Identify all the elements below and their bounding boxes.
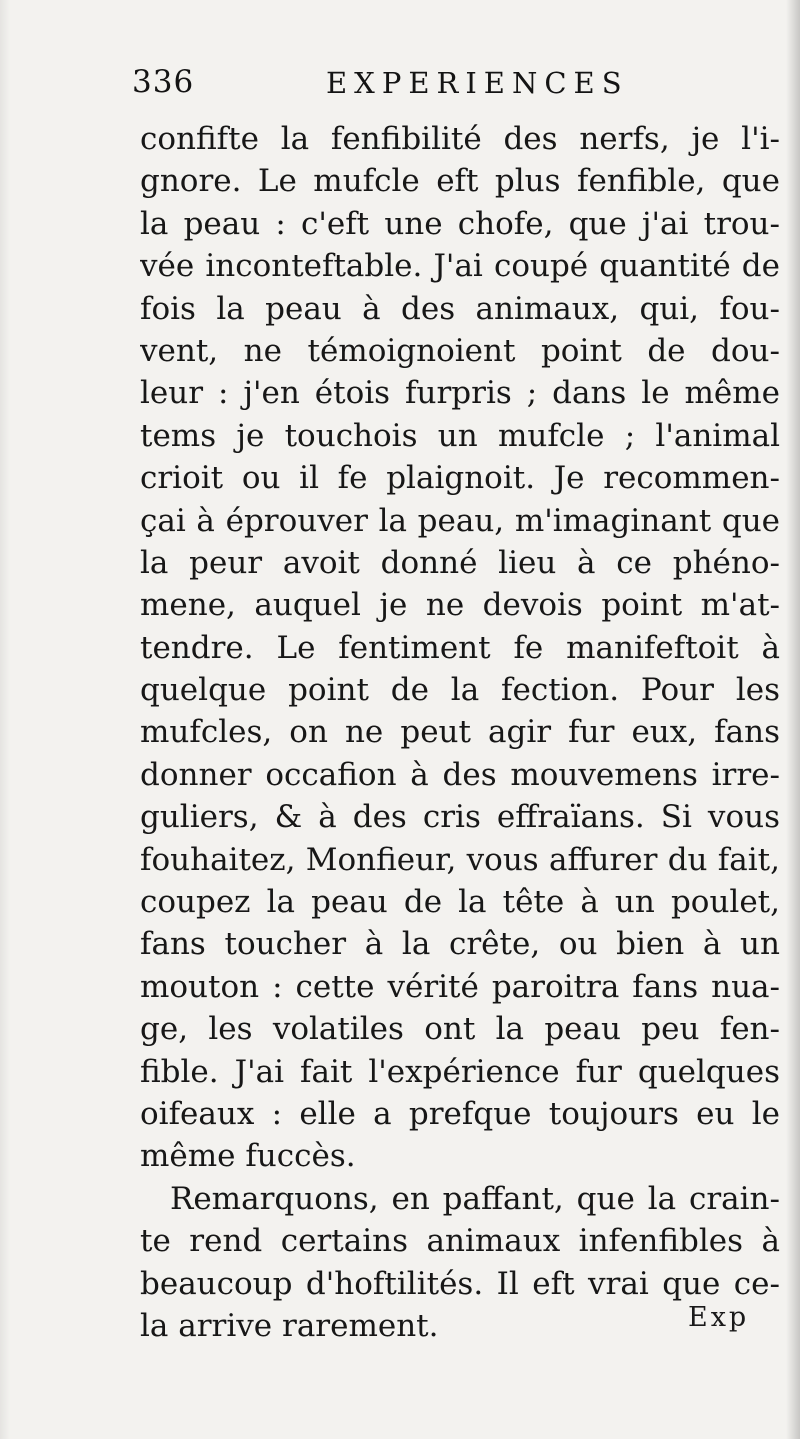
text-line: çai à éprouver la peau, m'imaginant que — [140, 502, 780, 539]
text-line: mouton : cette vérité paroitra fans nua- — [140, 968, 780, 1005]
text-line: Remarquons, en paffant, que la crain- — [170, 1180, 780, 1217]
text-line: tendre. Le fentiment fe manifeftoit à — [140, 629, 780, 666]
text-line: tems je touchois un mufcle ; l'animal — [140, 417, 780, 454]
text-line: vent, ne témoignoient point de dou- — [140, 332, 780, 369]
running-head: EXPERIENCES — [326, 66, 629, 100]
text-line: oifeaux : elle a prefque toujours eu le — [140, 1095, 780, 1132]
text-line: mufcles, on ne peut agir fur eux, fans — [140, 714, 780, 751]
text-line: beaucoup d'hoftilités. Il eft vrai que ce- — [140, 1265, 780, 1302]
text-line: même fuccès. — [140, 1138, 356, 1175]
text-line: fible. J'ai fait l'expérience fur quelques — [140, 1053, 780, 1090]
text-line: leur : j'en étois furpris ; dans le même — [140, 375, 780, 412]
text-line: gnore. Le mufcle eft plus fenfible, que — [140, 163, 780, 200]
text-line: ge, les volatiles ont la peau peu fen- — [140, 1011, 780, 1048]
page-number: 336 — [132, 64, 195, 100]
text-line: fois la peau à des animaux, qui, fou- — [140, 290, 780, 327]
text-line: la peau : c'eft une chofe, que j'ai trou- — [140, 205, 780, 242]
text-line: vée inconteftable. J'ai coupé quantité de — [140, 248, 780, 285]
catchword: Exp — [688, 1302, 750, 1333]
text-line: confifte la fenfibilité des nerfs, je l'i- — [140, 121, 780, 157]
text-line: mene, auquel je ne devois point m'at- — [140, 587, 780, 624]
text-line: donner occafion à des mouvemens irre- — [140, 756, 780, 793]
text-line: fans toucher à la crête, ou bien à un — [140, 926, 780, 963]
body-text — [140, 118, 780, 1347]
text-line: quelque point de la fection. Pour les — [140, 672, 780, 709]
page-header — [132, 64, 652, 110]
text-line: la arrive rarement. — [140, 1307, 439, 1344]
text-line: crioit ou il fe plaignoit. Je recommen- — [140, 460, 780, 497]
gutter-shadow — [0, 0, 10, 1439]
text-line: la peur avoit donné lieu à ce phéno- — [140, 544, 780, 581]
text-line: coupez la peau de la tête à un poulet, — [140, 884, 780, 921]
text-line: fouhaitez, Monfieur, vous affurer du fait, — [140, 841, 780, 878]
page-edge-shadow — [786, 0, 800, 1439]
text-line: guliers, & à des cris effraïans. Si vous — [140, 799, 780, 836]
text-line: te rend certains animaux infenfibles à — [140, 1223, 780, 1260]
